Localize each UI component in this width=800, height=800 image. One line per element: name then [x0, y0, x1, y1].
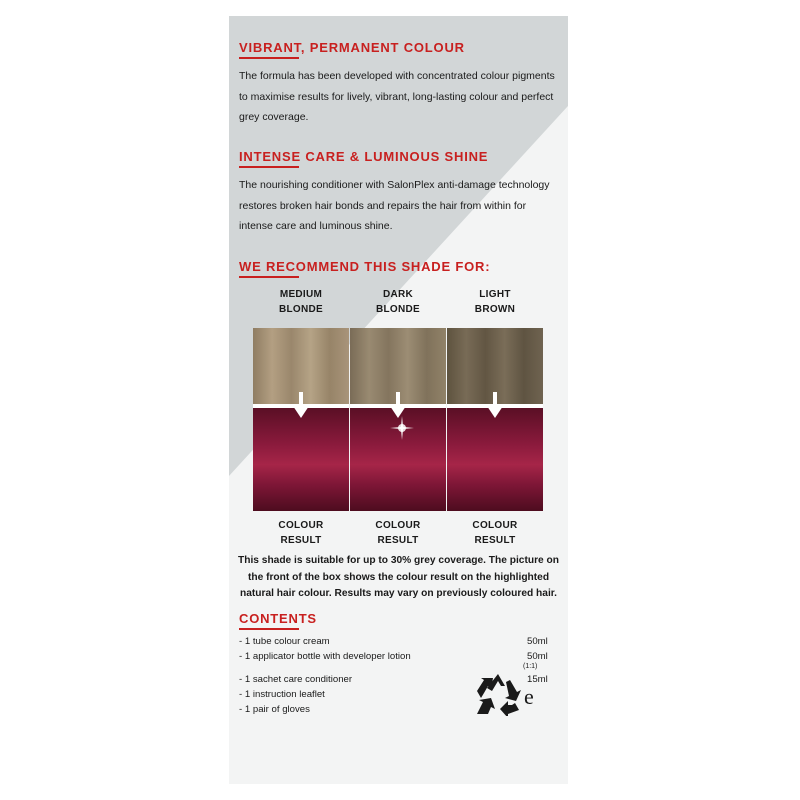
- grey-coverage-note: This shade is suitable for up to 30% grey coverage. The picture on the front of the box shows the colour result on the highlighted natural hair colour. Results may vary on previously coloured hair.: [238, 555, 559, 599]
- contents-item: - 1 instruction leaflet: [239, 689, 325, 700]
- contents-heading-text: CONTENTS: [239, 611, 317, 626]
- result-label-line: RESULT: [474, 535, 516, 546]
- hair-swatch-result: [253, 408, 349, 511]
- developer-ratio: (1:1): [523, 663, 538, 670]
- arrow-down-icon: [485, 392, 505, 420]
- shade-label-line: MEDIUM: [279, 289, 323, 300]
- contents-qty: 50ml: [527, 636, 548, 647]
- shade-label-line: LIGHT: [479, 289, 511, 300]
- shade-label-line: BLONDE: [278, 304, 324, 315]
- hair-swatch-result: [447, 408, 543, 511]
- contents-heading: [239, 611, 317, 626]
- heading-underline: [239, 628, 299, 630]
- recommend-heading: [239, 259, 490, 274]
- result-label-line: RESULT: [280, 535, 322, 546]
- sparkle-icon: [390, 416, 414, 440]
- contents-item: - 1 sachet care conditioner: [239, 674, 353, 685]
- result-label-line: COLOUR: [375, 520, 421, 531]
- contents-item: - 1 applicator bottle with developer lotion: [239, 651, 411, 662]
- shade-label-line: BLONDE: [375, 304, 421, 315]
- vibrant-text: The formula has been developed with concentrated colour pigments to maximise results for lively, vibrant, long-lasting colour and perfect grey coverage.: [239, 70, 555, 123]
- vibrant-heading: [239, 40, 465, 55]
- care-heading: [239, 149, 488, 164]
- product-info-panel: [229, 16, 568, 784]
- shade-label-light-brown: [447, 287, 543, 317]
- result-label: [447, 518, 543, 548]
- result-label-line: COLOUR: [472, 520, 518, 531]
- recommend-heading-text: WE RECOMMEND THIS SHADE FOR:: [239, 259, 491, 274]
- arrow-down-icon: [291, 392, 311, 420]
- contents-qty: 50ml: [527, 651, 548, 662]
- swatch-light-brown: [447, 328, 543, 511]
- result-label: [350, 518, 446, 548]
- contents-item: - 1 tube colour cream: [239, 636, 330, 647]
- shade-label-dark-blonde: [350, 287, 446, 317]
- contents-item: - 1 pair of gloves: [239, 704, 310, 715]
- shade-label-line: DARK: [382, 289, 414, 300]
- care-heading-text: INTENSE CARE & LUMINOUS SHINE: [239, 149, 489, 164]
- result-label-line: RESULT: [377, 535, 419, 546]
- heading-underline: [239, 57, 299, 59]
- heading-underline: [239, 276, 299, 278]
- vibrant-heading-text: VIBRANT, PERMANENT COLOUR: [239, 40, 465, 55]
- shade-label-medium-blonde: [253, 287, 349, 317]
- contents-qty: 15ml: [527, 674, 548, 685]
- swatch-dark-blonde: [350, 328, 446, 511]
- estimated-e-mark: e: [524, 684, 534, 709]
- result-label-line: COLOUR: [278, 520, 324, 531]
- swatch-medium-blonde: [253, 328, 349, 511]
- result-label: [253, 518, 349, 548]
- care-text: The nourishing conditioner with SalonPlex anti-damage technology restores broken hair bonds and repairs the hair from within for intense care and luminous shine.: [239, 179, 550, 232]
- heading-underline: [239, 166, 299, 168]
- shade-label-line: BROWN: [474, 304, 516, 315]
- recycle-icon: [475, 672, 521, 716]
